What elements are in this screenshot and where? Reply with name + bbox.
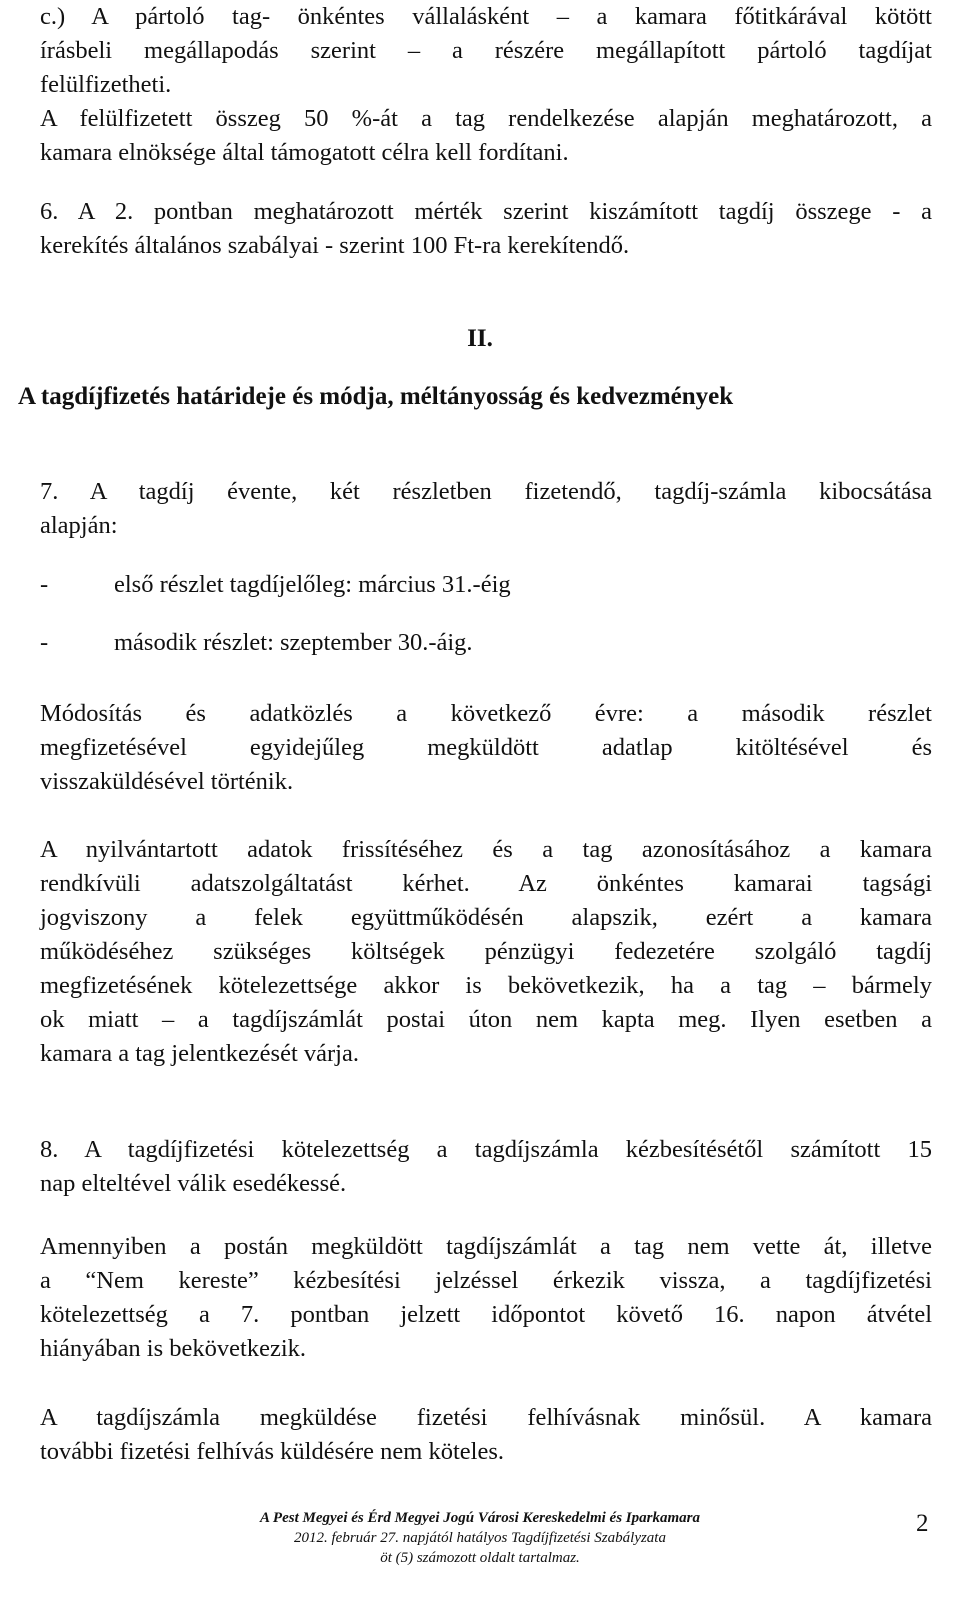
paragraph-undelivered-invoice	[40, 1230, 932, 1366]
text-line: a “Nem kereste” kézbesítési jelzéssel érkezik vissza, a tagdíjfizetési	[40, 1267, 932, 1294]
text-line: visszaküldésével történik.	[40, 768, 294, 795]
list-item-text: első részlet tagdíjelőleg: március 31.-éig	[114, 571, 511, 598]
paragraph-overpayment-use	[40, 102, 932, 170]
paragraph-modification	[40, 697, 932, 799]
text-line: 8. A tagdíjfizetési kötelezettség a tagdíjszámla kézbesítésétől számított 15	[40, 1136, 932, 1163]
point-6-rounding	[40, 195, 932, 263]
point-7-payment-schedule	[40, 475, 932, 543]
text-line: további fizetési felhívás küldésére nem köteles.	[40, 1438, 504, 1465]
text-line: megfizetésével egyidejűleg megküldött adatlap kitöltésével és	[40, 734, 932, 761]
text-line: írásbeli megállapodás szerint – a részére megállapított pártoló tagdíjat	[40, 37, 932, 64]
list-dash: -	[40, 629, 49, 656]
text-line: kerekítés általános szabályai - szerint 100 Ft-ra kerekítendő.	[40, 232, 630, 259]
text-line: működéséhez szükséges költségek pénzügyi fedezetére szolgáló tagdíj	[40, 938, 932, 965]
page-footer	[0, 1508, 960, 1568]
list-dash: -	[40, 571, 49, 598]
paragraph-records-update	[40, 833, 932, 1071]
text-line: c.) A pártoló tag- önkéntes vállalásként – a kamara főtitkárával kötött	[40, 3, 932, 30]
text-line: kötelezettség a 7. pontban jelzett időpontot követő 16. napon átvétel	[40, 1301, 932, 1328]
text-line: A felülfizetett összeg 50 %-át a tag rendelkezése alapján meghatározott, a	[40, 105, 932, 132]
text-line: hiányában is bekövetkezik.	[40, 1335, 307, 1362]
paragraph-payment-notice	[40, 1401, 932, 1469]
section-title: A tagdíjfizetés határideje és módja, méltányosság és kedvezmények	[18, 383, 734, 410]
text-line: kamara a tag jelentkezését várja.	[40, 1040, 359, 1067]
list-item	[40, 568, 511, 602]
footer-regulation: 2012. február 27. napjától hatályos Tagdíjfizetési Szabályzata	[294, 1530, 666, 1546]
list-item	[40, 626, 473, 660]
text-line: 7. A tagdíj évente, két részletben fizetendő, tagdíj-számla kibocsátása	[40, 478, 932, 505]
footer-organization: A Pest Megyei és Érd Megyei Jogú Városi Kereskedelmi és Iparkamara	[260, 1510, 700, 1526]
text-line: 6. A 2. pontban meghatározott mérték szerint kiszámított tagdíj összege - a	[40, 198, 932, 225]
text-line: Módosítás és adatközlés a következő évre: a második részlet	[40, 700, 932, 727]
list-item-text: második részlet: szeptember 30.-áig.	[114, 629, 473, 656]
section-number: II.	[467, 325, 493, 352]
text-line: jogviszony a felek együttműködésén alapszik, ezért a kamara	[40, 904, 932, 931]
text-line: alapján:	[40, 512, 118, 539]
text-line: A tagdíjszámla megküldése fizetési felhívásnak minősül. A kamara	[40, 1404, 932, 1431]
text-line: Amennyiben a postán megküldött tagdíjszámlát a tag nem vette át, illetve	[40, 1233, 932, 1260]
text-line: ok miatt – a tagdíjszámlát postai úton nem kapta meg. Ilyen esetben a	[40, 1006, 932, 1033]
text-line: megfizetésének kötelezettsége akkor is bekövetkezik, ha a tag – bármely	[40, 972, 932, 999]
text-line: felülfizetheti.	[40, 71, 172, 98]
page-number: 2	[916, 1510, 929, 1537]
text-line: rendkívüli adatszolgáltatást kérhet. Az önkéntes kamarai tagsági	[40, 870, 932, 897]
footer-page-count: öt (5) számozott oldalt tartalmaz.	[380, 1550, 580, 1566]
text-line: nap elteltével válik esedékessé.	[40, 1170, 347, 1197]
point-8-due-date	[40, 1133, 932, 1201]
paragraph-c-supporting-member	[40, 0, 932, 102]
text-line: kamara elnöksége által támogatott célra kell fordítani.	[40, 139, 569, 166]
text-line: A nyilvántartott adatok frissítéséhez és a tag azonosításához a kamara	[40, 836, 932, 863]
